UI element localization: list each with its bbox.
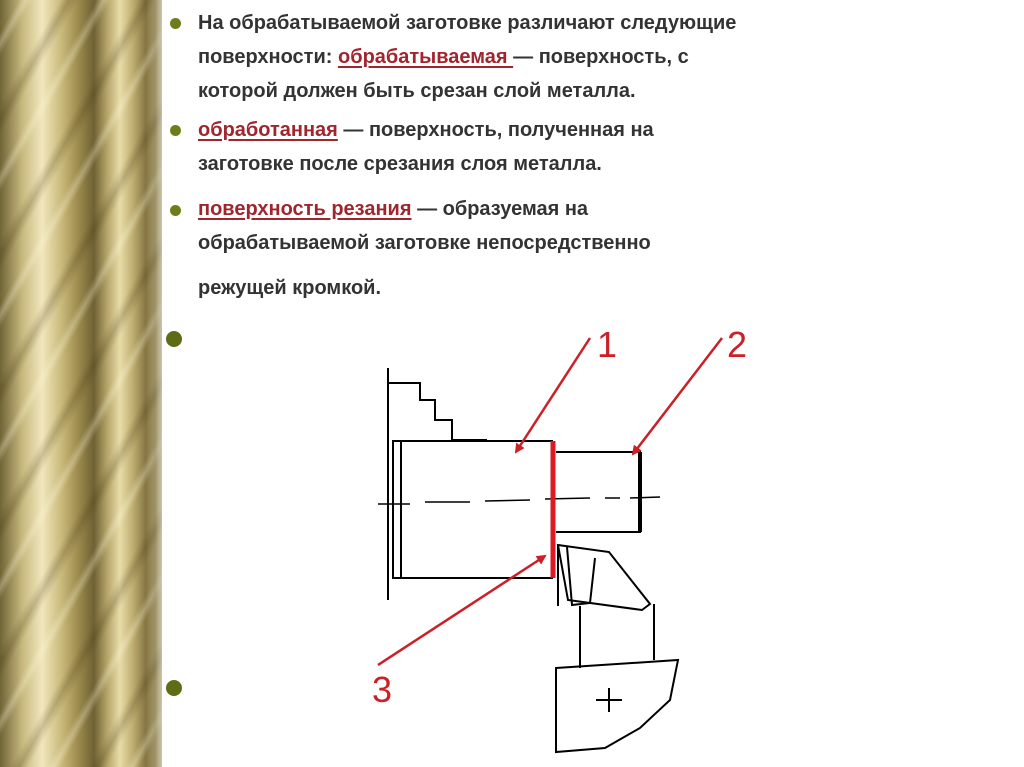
bullet-3-line-1-rest: — образуемая на	[411, 198, 589, 220]
center-line	[378, 497, 660, 504]
cutting-tool	[556, 545, 678, 752]
bullet-3-line-2: обрабатываемой заготовке непосредственно	[198, 232, 651, 254]
term-processed-surface: обрабатываемая	[338, 46, 514, 68]
arrow-2	[633, 338, 722, 454]
term-machined-surface: обработанная	[198, 119, 338, 141]
chuck-jaw-steps	[388, 383, 487, 440]
tool-edge	[567, 547, 595, 605]
chuck	[388, 368, 487, 600]
label-3: 3	[372, 669, 393, 710]
bullet-2-line-1-rest: — поверхность, полученная на	[337, 119, 654, 141]
workpiece	[393, 441, 640, 578]
arrow-1	[516, 338, 590, 452]
workpiece-body	[393, 441, 552, 578]
bullet-2-line-2: заготовке после срезания слоя металла.	[198, 153, 602, 175]
label-1: 1	[597, 324, 618, 365]
bullet-1-line-1: На обрабатываемой заготовке различают следующие	[198, 12, 737, 34]
bullet-1-line-3: которой должен быть срезан слой металла.	[198, 80, 636, 102]
bullet-4-text: режущей кромкой.	[198, 277, 382, 299]
arrow-3	[378, 556, 545, 665]
label-2: 2	[727, 324, 748, 365]
workpiece-reduced-section	[556, 452, 640, 532]
tool-holder	[556, 660, 678, 752]
term-cutting-surface: поверхность резания	[198, 198, 412, 220]
bullet-1-line-2: поверхности: обрабатываемая — поверхность, с	[198, 46, 689, 68]
